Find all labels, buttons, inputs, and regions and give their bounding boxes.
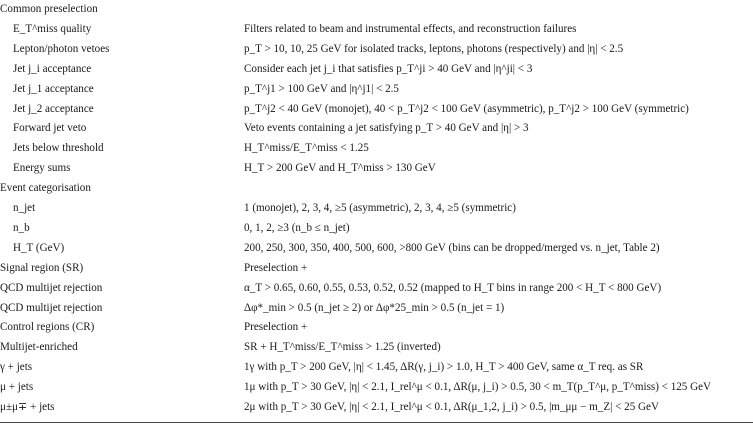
table-row — [0, 378, 753, 398]
row-label: Jet j_2 acceptance — [13, 102, 94, 115]
table-row — [0, 299, 753, 319]
row-label: Jets below threshold — [13, 142, 104, 155]
row-value: Filters related to beam and instrumental effects, and reconstruction failures — [244, 22, 577, 35]
table-row — [0, 60, 753, 80]
table-row — [0, 239, 753, 259]
row-value: 1γ with p_T > 200 GeV, |η| < 1.45, ΔR(γ, j_i) > 1.0, H_T > 400 GeV, same α_T req. as SR — [244, 361, 644, 374]
row-value: 200, 250, 300, 350, 400, 500, 600, >800 GeV (bins can be dropped/merged vs. n_jet, Table 2) — [244, 241, 660, 254]
table-row — [0, 20, 753, 40]
table-row — [0, 279, 753, 299]
row-label: Lepton/photon vetoes — [13, 42, 110, 55]
table-row — [0, 40, 753, 60]
row-label: Common preselection — [0, 3, 98, 15]
row-value: Preselection + — [244, 321, 308, 334]
row-value: p_T^j1 > 100 GeV and |η^j1| < 2.5 — [244, 82, 399, 95]
table-row — [0, 358, 753, 378]
table-row — [0, 199, 753, 219]
row-label: H_T (GeV) — [13, 241, 65, 254]
row-label: n_b — [13, 221, 30, 234]
table-row — [0, 398, 753, 418]
row-label: Jet j_1 acceptance — [13, 82, 94, 95]
table-row — [0, 259, 753, 279]
row-value: Preselection + — [244, 261, 308, 274]
row-label: μ + jets — [0, 381, 34, 394]
row-value: α_T > 0.65, 0.60, 0.55, 0.53, 0.52, 0.52 (mapped to H_T bins in range 200 < H_T < 800 GeV) — [244, 281, 662, 294]
table-row — [0, 159, 753, 179]
table-row — [0, 0, 753, 20]
row-label: Control regions (CR) — [0, 321, 95, 334]
table-row — [0, 219, 753, 239]
row-label: QCD multijet rejection — [0, 281, 103, 294]
row-label: Forward jet veto — [13, 122, 87, 135]
row-value: Veto events containing a jet satisfying p_T > 40 GeV and |η| > 3 — [244, 122, 529, 135]
row-label: E_T^miss quality — [13, 22, 92, 35]
row-value: p_T > 10, 10, 25 GeV for isolated tracks, leptons, photons (respectively) and |η| < 2.5 — [244, 42, 624, 55]
row-label: Energy sums — [13, 162, 71, 175]
table-bottom-rule — [0, 422, 753, 423]
row-value: Δφ*_min > 0.5 (n_jet ≥ 2) or Δφ*25_min > 0.5 (n_jet = 1) — [244, 301, 505, 314]
table-row — [0, 318, 753, 338]
row-value: Consider each jet j_i that satisfies p_T^ji > 40 GeV and |η^ji| < 3 — [244, 62, 533, 75]
row-label: Signal region (SR) — [0, 261, 84, 274]
row-value: 0, 1, 2, ≥3 (n_b ≤ n_jet) — [244, 221, 350, 234]
row-value: 2μ with p_T > 30 GeV, |η| < 2.1, I_rel^μ < 0.1, ΔR(μ_1,2, j_i) > 0.5, |m_μμ − m_Z| < 25 GeV — [244, 401, 659, 413]
row-label: μ±μ∓ + jets — [0, 401, 55, 413]
row-value: 1 (monojet), 2, 3, 4, ≥5 (asymmetric), 2, 3, 4, ≥5 (symmetric) — [244, 202, 516, 214]
row-label: QCD multijet rejection — [0, 301, 103, 314]
table-row — [0, 100, 753, 120]
row-value: 1μ with p_T > 30 GeV, |η| < 2.1, I_rel^μ < 0.1, ΔR(μ, j_i) > 0.5, 30 < m_T(p_T^μ, p_T^miss) < 125 GeV — [244, 381, 712, 394]
table-row — [0, 179, 753, 199]
row-label: Multijet-enriched — [0, 341, 78, 354]
row-label: γ + jets — [0, 361, 33, 374]
row-value: H_T^miss/E_T^miss < 1.25 — [244, 142, 369, 155]
row-label: Jet j_i acceptance — [13, 62, 92, 75]
row-label: n_jet — [13, 202, 36, 214]
table-row — [0, 139, 753, 159]
row-value: p_T^j2 < 40 GeV (monojet), 40 < p_T^j2 < 100 GeV (asymmetric), p_T^j2 > 100 GeV (symmetric) — [244, 102, 689, 115]
row-label: Event categorisation — [0, 182, 91, 195]
row-value: SR + H_T^miss/E_T^miss > 1.25 (inverted) — [244, 341, 441, 354]
table-row — [0, 338, 753, 358]
table-row — [0, 80, 753, 100]
row-value: H_T > 200 GeV and H_T^miss > 130 GeV — [244, 162, 436, 175]
table-row — [0, 119, 753, 139]
